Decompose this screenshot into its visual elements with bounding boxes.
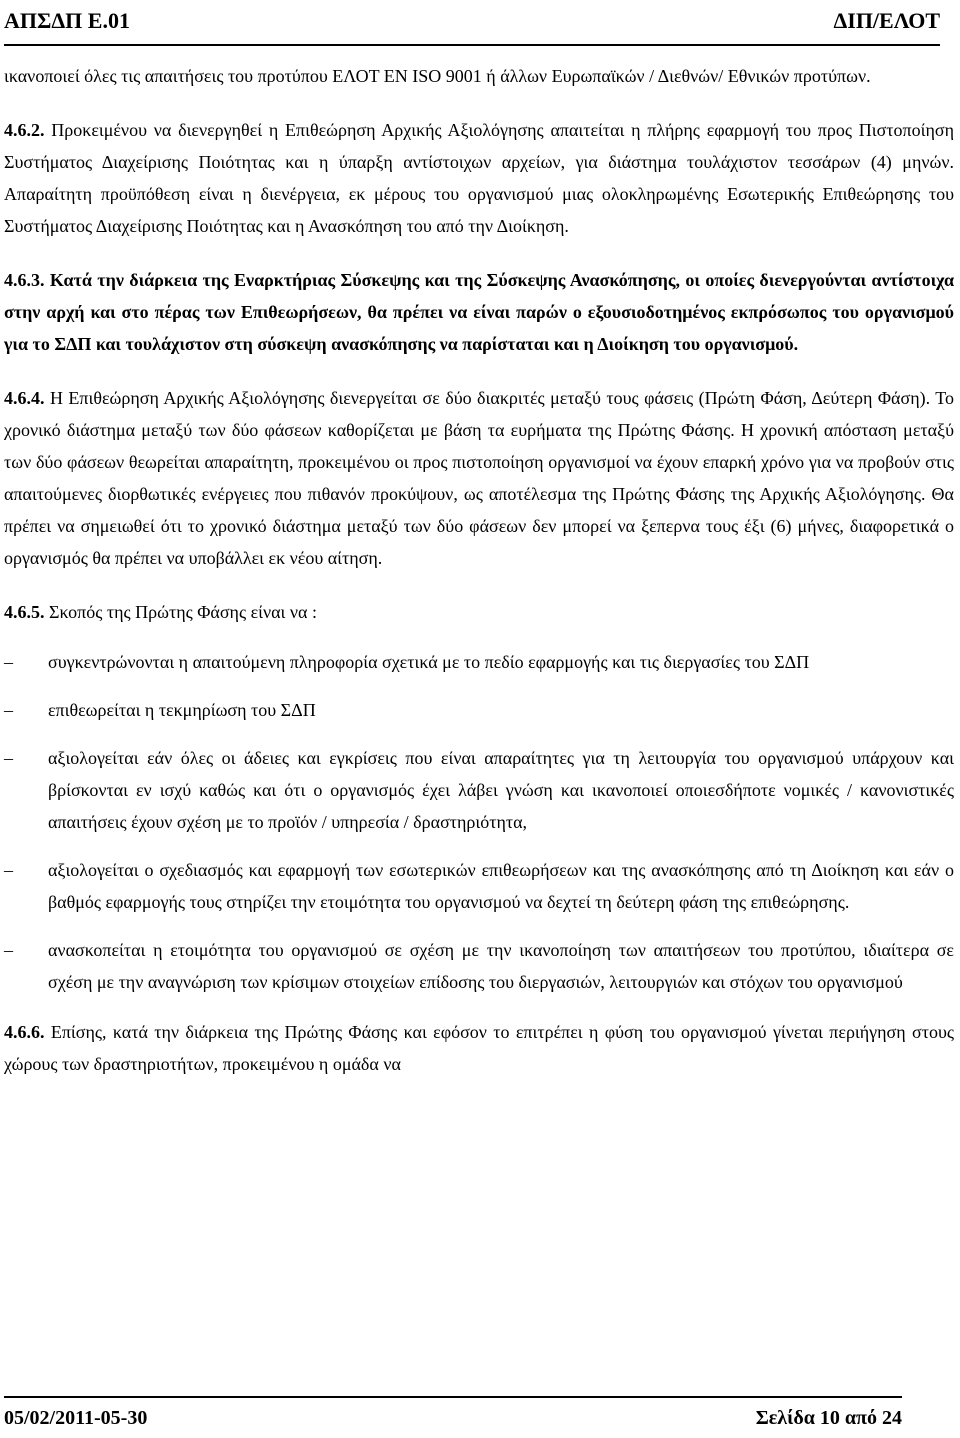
list-item [4,694,954,726]
header-doc-code: ΑΠΣΔΠ Ε.01 [4,8,130,33]
list-item [4,934,954,998]
list-item-text: αξιολογείται ο σχεδιασμός και εφαρμογή των εσωτερικών επιθεωρήσεων και της ανασκόπησης από τη Διοίκηση και εάν ο βαθμός εφαρμογής τους στηρίζει την ετοιμότητα του οργανισμού να δεχτεί τη δεύτερη φάση της επιθεώρησης. [48,860,954,912]
section-4-6-4 [4,382,954,574]
section-4-6-6 [4,1016,954,1080]
section-text: Κατά την διάρκεια της Εναρκτήριας Σύσκεψης και της Σύσκεψης Ανασκόπησης, οι οποίες διενεργούνται αντίστοιχα στην αρχή και στο πέρας των Επιθεωρήσεων, θα πρέπει να είναι παρών ο εξουσιοδοτημένος εκπρόσωπος του οργανισμού για το ΣΔΠ και τουλάχιστον στη σύσκεψη ανασκόπησης να παρίσταται και η Διοίκηση του οργανισμού. [4,270,954,354]
footer-page-number: Σελίδα 10 από 24 [755,1407,902,1429]
page-footer [4,1396,902,1432]
list-item-text: αξιολογείται εάν όλες οι άδειες και εγκρίσεις που είναι απαραίτητες για τη λειτουργία του οργανισμού υπάρχουν και βρίσκονται εν ισχύ καθώς και ότι ο οργανισμός έχει λάβει γνώση και ικανοποιεί οποιεσδήποτε νομικές / κανονιστικές απαιτήσεις έχουν σχέση με το προϊόν / υπηρεσία / δραστηριότητα, [48,748,954,832]
dash-bullet: – [4,700,13,720]
section-text: Σκοπός της Πρώτης Φάσης είναι να : [44,602,317,622]
section-4-6-5 [4,596,954,628]
section-number: 4.6.3. [4,270,45,290]
list-item-text: συγκεντρώνονται η απαιτούμενη πληροφορία σχετικά με το πεδίο εφαρμογής και τις διεργασίες του ΣΔΠ [48,652,810,672]
list-item [4,742,954,838]
section-text: Η Επιθεώρηση Αρχικής Αξιολόγησης διενεργείται σε δύο διακριτές μεταξύ τους φάσεις (Πρώτη Φάση, Δεύτερη Φάση). Το χρονικό διάστημα μεταξύ των δύο φάσεων καθορίζεται με βάση τα ευρήματα της Πρώτης Φάσης. Η χρονική απόσταση μεταξύ των δύο φάσεων θεωρείται απαραίτητη, προκειμένου οι προς πιστοποίηση οργανισμοί να έχουν επαρκή χρόνο για να προβούν στις απαιτούμενες διορθωτικές ενέργειες που πιθανόν προκύψουν, ως αποτέλεσμα της Πρώτης Φάσης της Αρχικής Αξιολόγησης. Θα πρέπει να σημειωθεί ότι το χρονικό διάστημα μεταξύ των δύο φάσεων δεν μπορεί να ξεπερνα τους έξι (6) μήνες, διαφορετικά ο οργανισμός θα πρέπει να υποβάλλει εκ νέου αίτηση. [4,388,954,568]
dash-bullet: – [4,860,13,880]
dash-bullet: – [4,748,13,768]
first-phase-purpose-list [4,646,954,998]
paragraph-intro: ικανοποιεί όλες τις απαιτήσεις του προτύπου ΕΛΟΤ ΕΝ ISO 9001 ή άλλων Ευρωπαϊκών / Διεθνών/ Εθνικών προτύπων. [4,66,871,86]
header-dept-code: ΔΙΠ/ΕΛΟΤ [833,8,940,33]
section-4-6-3 [4,264,954,360]
section-number: 4.6.2. [4,120,45,140]
section-4-6-2 [4,114,954,242]
section-number: 4.6.4. [4,388,45,408]
list-item [4,854,954,918]
list-item [4,646,954,678]
list-item-text: ανασκοπείται η ετοιμότητα του οργανισμού σε σχέση με την ικανοποίηση των απαιτήσεων του προτύπου, ιδιαίτερα σε σχέση με την αναγνώριση των κρίσιμων στοιχείων επίδοσης του διεργασιών, λειτουργιών και στόχων του οργανισμού [48,940,954,992]
list-item-text: επιθεωρείται η τεκμηρίωση του ΣΔΠ [48,700,316,720]
section-text: Επίσης, κατά την διάρκεια της Πρώτης Φάσης και εφόσον το επιτρέπει η φύση του οργανισμού γίνεται περιήγηση στους χώρους των δραστηριοτήτων, προκειμένου η ομάδα να [4,1022,954,1074]
dash-bullet: – [4,652,13,672]
document-body [4,60,954,1080]
section-text: Προκειμένου να διενεργηθεί η Επιθεώρηση Αρχικής Αξιολόγησης απαιτείται η πλήρης εφαρμογή του προς Πιστοποίηση Συστήματος Διαχείρισης Ποιότητας και η ύπαρξη αντίστοιχων αρχείων, για διάστημα τουλάχιστον τεσσάρων (4) μηνών. Απαραίτητη προϋπόθεση είναι η διενέργεια, εκ μέρους του οργανισμού μιας ολοκληρωμένης Εσωτερικής Επιθεώρησης του Συστήματος Διαχείρισης Ποιότητας και η Ανασκόπηση του από την Διοίκηση. [4,120,954,236]
dash-bullet: – [4,940,13,960]
footer-date: 05/02/2011-05-30 [4,1407,148,1429]
page-header [4,4,940,46]
section-number: 4.6.6. [4,1022,45,1042]
section-number: 4.6.5. [4,602,45,622]
